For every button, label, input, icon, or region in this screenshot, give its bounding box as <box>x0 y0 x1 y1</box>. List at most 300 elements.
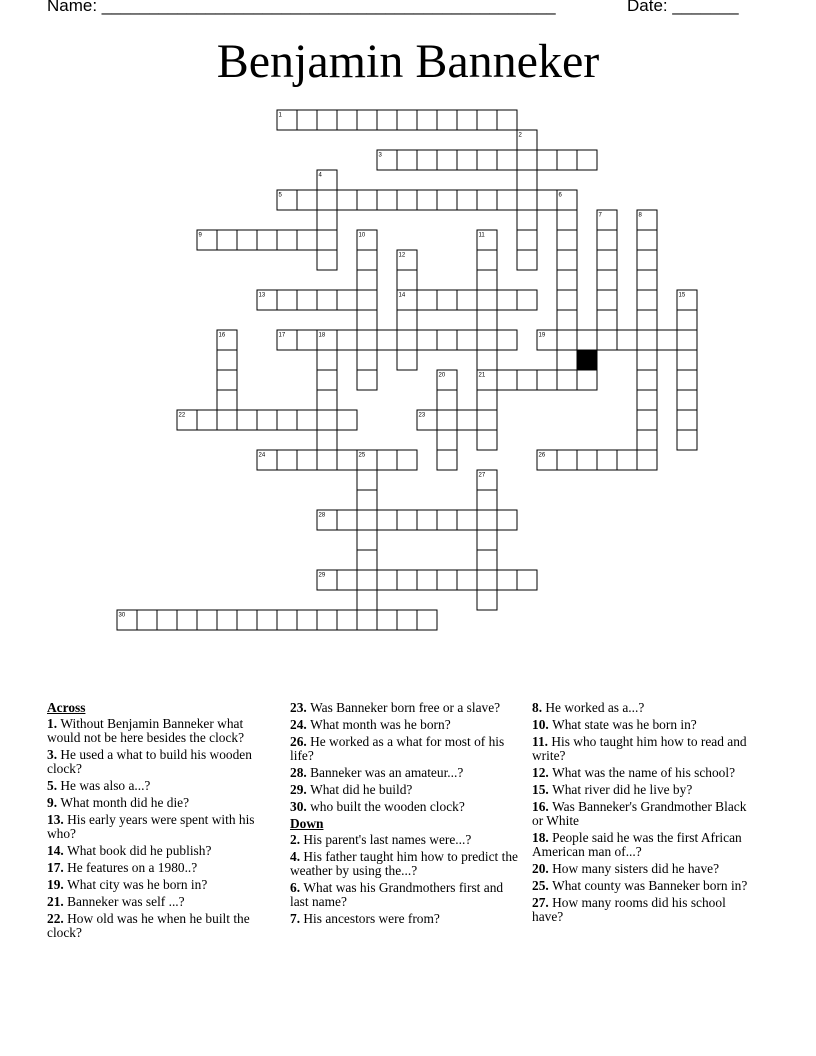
clue-item <box>47 861 275 875</box>
clue-text: Without Benjamin Banneker what would not be here besides the clock? <box>47 716 245 745</box>
grid-cell[interactable] <box>637 330 657 350</box>
grid-cell[interactable] <box>417 570 437 590</box>
grid-cell[interactable] <box>357 270 377 290</box>
grid-number: 21 <box>478 372 486 379</box>
grid-cell[interactable] <box>177 610 197 630</box>
grid-cell[interactable] <box>417 510 437 530</box>
grid-cell[interactable] <box>637 310 657 330</box>
grid-cell[interactable] <box>457 190 477 210</box>
grid-cell[interactable] <box>397 150 417 170</box>
grid-number: 28 <box>318 512 326 519</box>
grid-cell[interactable] <box>437 390 457 410</box>
grid-cell[interactable] <box>237 610 257 630</box>
clue-item <box>290 701 518 715</box>
clue-number: 11. <box>532 734 552 749</box>
grid-cell[interactable] <box>597 270 617 290</box>
grid-cell[interactable] <box>557 210 577 230</box>
grid-cell[interactable] <box>637 250 657 270</box>
clue-text: What did he build? <box>310 782 413 797</box>
grid-block <box>577 350 597 370</box>
grid-cell[interactable] <box>457 290 477 310</box>
grid-cell[interactable] <box>417 150 437 170</box>
grid-cell[interactable] <box>497 330 517 350</box>
grid-cell[interactable] <box>557 330 577 350</box>
grid-cell[interactable] <box>457 570 477 590</box>
grid-cell[interactable] <box>477 550 497 570</box>
grid-cell[interactable] <box>277 230 297 250</box>
grid-cell[interactable] <box>357 510 377 530</box>
grid-cell[interactable] <box>517 230 537 250</box>
grid-cell[interactable] <box>197 610 217 630</box>
grid-cell[interactable] <box>637 410 657 430</box>
grid-cell[interactable] <box>197 410 217 430</box>
grid-number: 23 <box>418 412 426 419</box>
clue-number: 30. <box>290 799 311 814</box>
grid-number: 4 <box>318 172 322 179</box>
grid-cell[interactable] <box>517 170 537 190</box>
grid-cell[interactable] <box>637 450 657 470</box>
clue-number: 16. <box>532 799 553 814</box>
grid-cell[interactable] <box>677 430 697 450</box>
grid-cell[interactable] <box>517 290 537 310</box>
clue-text: What month did he die? <box>60 795 190 810</box>
clue-number: 12. <box>532 765 553 780</box>
clue-item <box>290 912 518 926</box>
down-heading: Down <box>290 816 324 831</box>
grid-cell[interactable] <box>357 550 377 570</box>
grid-cell[interactable] <box>297 330 317 350</box>
clue-item <box>532 701 760 715</box>
grid-cell[interactable] <box>677 330 697 350</box>
grid-cell[interactable] <box>597 330 617 350</box>
clue-number: 3. <box>47 747 61 762</box>
grid-cell[interactable] <box>337 290 357 310</box>
grid-cell[interactable] <box>357 310 377 330</box>
grid-cell[interactable] <box>337 110 357 130</box>
grid-cell[interactable] <box>357 110 377 130</box>
grid-cell[interactable] <box>357 530 377 550</box>
date-field-label[interactable]: Date: _______ <box>627 0 739 15</box>
grid-cell[interactable] <box>397 310 417 330</box>
grid-cell[interactable] <box>557 350 577 370</box>
grid-cell[interactable] <box>677 350 697 370</box>
grid-cell[interactable] <box>317 230 337 250</box>
clue-item <box>47 912 275 940</box>
grid-cell[interactable] <box>637 350 657 370</box>
grid-cell[interactable] <box>377 510 397 530</box>
grid-cell[interactable] <box>377 190 397 210</box>
grid-cell[interactable] <box>337 190 357 210</box>
clue-number: 1. <box>47 716 61 731</box>
clue-text: He used a what to build his wooden clock? <box>47 747 252 776</box>
grid-cell[interactable] <box>137 610 157 630</box>
grid-cell[interactable] <box>477 390 497 410</box>
grid-cell[interactable] <box>377 570 397 590</box>
grid-cell[interactable] <box>397 450 417 470</box>
grid-cell[interactable] <box>617 330 637 350</box>
grid-cell[interactable] <box>317 610 337 630</box>
grid-number: 12 <box>398 252 406 259</box>
grid-cell[interactable] <box>217 370 237 390</box>
grid-cell[interactable] <box>497 150 517 170</box>
clue-item <box>290 766 518 780</box>
grid-cell[interactable] <box>397 570 417 590</box>
grid-cell[interactable] <box>337 570 357 590</box>
grid-cell[interactable] <box>377 450 397 470</box>
grid-cell[interactable] <box>397 350 417 370</box>
clue-number: 26. <box>290 734 311 749</box>
clue-text: He worked as a what for most of his life? <box>290 734 505 763</box>
grid-cell[interactable] <box>317 370 337 390</box>
clue-text: People said he was the first African American man of...? <box>532 830 742 859</box>
grid-cell[interactable] <box>477 490 497 510</box>
clue-item <box>47 878 275 892</box>
grid-cell[interactable] <box>597 450 617 470</box>
grid-number: 19 <box>538 332 546 339</box>
grid-cell[interactable] <box>357 290 377 310</box>
grid-cell[interactable] <box>257 610 277 630</box>
grid-cell[interactable] <box>397 270 417 290</box>
clue-text: His father taught him how to predict the weather by using the...? <box>290 849 518 878</box>
grid-cell[interactable] <box>257 410 277 430</box>
grid-cell[interactable] <box>637 270 657 290</box>
clue-number: 29. <box>290 782 311 797</box>
clue-item <box>47 813 275 841</box>
grid-cell[interactable] <box>497 110 517 130</box>
grid-cell[interactable] <box>617 450 637 470</box>
grid-cell[interactable] <box>557 150 577 170</box>
clue-number: 27. <box>532 895 553 910</box>
clue-text: What book did he publish? <box>67 843 212 858</box>
grid-cell[interactable] <box>277 450 297 470</box>
grid-cell[interactable] <box>317 390 337 410</box>
grid-cell[interactable] <box>437 430 457 450</box>
grid-cell[interactable] <box>357 490 377 510</box>
grid-cell[interactable] <box>357 590 377 610</box>
grid-cell[interactable] <box>397 190 417 210</box>
clue-item <box>532 766 760 780</box>
grid-cell[interactable] <box>677 390 697 410</box>
grid-cell[interactable] <box>297 190 317 210</box>
grid-cell[interactable] <box>597 230 617 250</box>
grid-cell[interactable] <box>477 590 497 610</box>
clue-number: 14. <box>47 843 68 858</box>
clue-number: 28. <box>290 765 311 780</box>
clue-item <box>47 779 275 793</box>
grid-cell[interactable] <box>357 350 377 370</box>
grid-cell[interactable] <box>457 410 477 430</box>
clue-item <box>532 783 760 797</box>
clue-item <box>532 800 760 828</box>
grid-cell[interactable] <box>557 370 577 390</box>
clue-number: 19. <box>47 877 68 892</box>
clue-item <box>532 831 760 859</box>
grid-cell[interactable] <box>517 210 537 230</box>
grid-cell[interactable] <box>577 150 597 170</box>
clue-number: 18. <box>532 830 553 845</box>
grid-cell[interactable] <box>417 290 437 310</box>
grid-cell[interactable] <box>537 190 557 210</box>
clue-number: 24. <box>290 717 311 732</box>
grid-cell[interactable] <box>477 570 497 590</box>
grid-cell[interactable] <box>577 370 597 390</box>
grid-cell[interactable] <box>377 330 397 350</box>
grid-cell[interactable] <box>217 230 237 250</box>
grid-cell[interactable] <box>397 510 417 530</box>
clue-number: 6. <box>290 880 304 895</box>
clue-text: Was Banneker born free or a slave? <box>310 700 501 715</box>
grid-number: 26 <box>538 452 546 459</box>
clue-number: 21. <box>47 894 68 909</box>
clue-item <box>532 862 760 876</box>
grid-cell[interactable] <box>357 610 377 630</box>
grid-cell[interactable] <box>297 610 317 630</box>
grid-cell[interactable] <box>437 510 457 530</box>
clue-number: 9. <box>47 795 61 810</box>
grid-number: 8 <box>638 212 642 219</box>
grid-cell[interactable] <box>277 610 297 630</box>
clue-item <box>290 718 518 732</box>
grid-cell[interactable] <box>317 350 337 370</box>
grid-cell[interactable] <box>477 330 497 350</box>
clue-text: His who taught him how to read and write? <box>532 734 747 763</box>
grid-cell[interactable] <box>417 110 437 130</box>
grid-cell[interactable] <box>637 230 657 250</box>
grid-cell[interactable] <box>437 110 457 130</box>
grid-cell[interactable] <box>637 430 657 450</box>
grid-number: 29 <box>318 572 326 579</box>
grid-cell[interactable] <box>357 250 377 270</box>
clue-item <box>290 735 518 763</box>
grid-cell[interactable] <box>477 430 497 450</box>
grid-cell[interactable] <box>437 410 457 430</box>
grid-number: 2 <box>518 132 522 139</box>
grid-cell[interactable] <box>517 370 537 390</box>
grid-cell[interactable] <box>417 330 437 350</box>
grid-cell[interactable] <box>217 350 237 370</box>
grid-cell[interactable] <box>677 370 697 390</box>
grid-cell[interactable] <box>477 510 497 530</box>
grid-cell[interactable] <box>577 330 597 350</box>
clue-text: What was the name of his school? <box>552 765 736 780</box>
grid-cell[interactable] <box>437 150 457 170</box>
grid-cell[interactable] <box>517 150 537 170</box>
grid-cell[interactable] <box>297 110 317 130</box>
grid-number: 24 <box>258 452 266 459</box>
grid-number: 25 <box>358 452 366 459</box>
grid-cell[interactable] <box>437 190 457 210</box>
grid-cell[interactable] <box>297 450 317 470</box>
clue-text: What state was he born in? <box>552 717 697 732</box>
grid-cell[interactable] <box>397 610 417 630</box>
clue-item <box>47 796 275 810</box>
grid-cell[interactable] <box>477 530 497 550</box>
grid-cell[interactable] <box>477 350 497 370</box>
name-field-label[interactable]: Name: ________________________________________________ <box>47 0 556 15</box>
clue-text: His parent's last names were...? <box>303 832 472 847</box>
grid-cell[interactable] <box>317 450 337 470</box>
grid-cell[interactable] <box>337 410 357 430</box>
grid-cell[interactable] <box>517 570 537 590</box>
grid-cell[interactable] <box>317 290 337 310</box>
clue-item <box>532 735 760 763</box>
clue-item <box>290 783 518 797</box>
clue-text: He features on a 1980..? <box>67 860 198 875</box>
grid-cell[interactable] <box>377 610 397 630</box>
grid-cell[interactable] <box>677 410 697 430</box>
clue-text: What was his Grandmothers first and last name? <box>290 880 504 909</box>
grid-cell[interactable] <box>497 570 517 590</box>
grid-cell[interactable] <box>317 250 337 270</box>
grid-cell[interactable] <box>557 230 577 250</box>
grid-cell[interactable] <box>557 250 577 270</box>
grid-cell[interactable] <box>477 410 497 430</box>
grid-cell[interactable] <box>497 370 517 390</box>
grid-cell[interactable] <box>477 310 497 330</box>
grid-number: 10 <box>358 232 366 239</box>
grid-cell[interactable] <box>437 450 457 470</box>
grid-number: 9 <box>198 232 202 239</box>
grid-number: 14 <box>398 292 406 299</box>
grid-cell[interactable] <box>417 610 437 630</box>
grid-cell[interactable] <box>557 310 577 330</box>
page-title: Benjamin Banneker <box>216 35 600 88</box>
clue-item <box>290 800 518 814</box>
grid-cell[interactable] <box>477 150 497 170</box>
grid-cell[interactable] <box>357 470 377 490</box>
grid-cell[interactable] <box>597 250 617 270</box>
grid-number: 11 <box>478 232 485 239</box>
clue-number: 20. <box>532 861 553 876</box>
grid-cell[interactable] <box>477 110 497 130</box>
grid-cell[interactable] <box>357 570 377 590</box>
grid-cell[interactable] <box>357 190 377 210</box>
grid-number: 13 <box>258 292 266 299</box>
grid-cell[interactable] <box>437 290 457 310</box>
grid-cell[interactable] <box>457 510 477 530</box>
grid-number: 1 <box>278 112 282 119</box>
grid-cell[interactable] <box>597 290 617 310</box>
clue-item <box>47 844 275 858</box>
grid-cell[interactable] <box>497 510 517 530</box>
grid-cell[interactable] <box>297 230 317 250</box>
clue-number: 22. <box>47 911 68 926</box>
grid-cell[interactable] <box>537 370 557 390</box>
grid-cell[interactable] <box>297 290 317 310</box>
grid-cell[interactable] <box>457 150 477 170</box>
grid-cell[interactable] <box>557 450 577 470</box>
grid-cell[interactable] <box>217 410 237 430</box>
clue-item <box>47 748 275 776</box>
grid-number: 18 <box>318 332 326 339</box>
clue-text: What month was he born? <box>310 717 451 732</box>
grid-cell[interactable] <box>317 110 337 130</box>
grid-cell[interactable] <box>457 330 477 350</box>
grid-cell[interactable] <box>497 190 517 210</box>
grid-cell[interactable] <box>277 410 297 430</box>
grid-cell[interactable] <box>157 610 177 630</box>
grid-cell[interactable] <box>337 450 357 470</box>
clue-item <box>532 879 760 893</box>
grid-cell[interactable] <box>317 430 337 450</box>
clue-number: 23. <box>290 700 311 715</box>
grid-cell[interactable] <box>457 110 477 130</box>
grid-number: 20 <box>438 372 446 379</box>
clue-text: He worked as a...? <box>545 700 645 715</box>
grid-cell[interactable] <box>337 510 357 530</box>
grid-cell[interactable] <box>517 250 537 270</box>
grid-number: 30 <box>118 612 126 619</box>
grid-cell[interactable] <box>497 290 517 310</box>
grid-number: 6 <box>558 192 562 199</box>
grid-cell[interactable] <box>577 450 597 470</box>
grid-cell[interactable] <box>637 290 657 310</box>
grid-cell[interactable] <box>277 290 297 310</box>
clue-number: 2. <box>290 832 304 847</box>
grid-cell[interactable] <box>297 410 317 430</box>
grid-cell[interactable] <box>537 150 557 170</box>
grid-number: 27 <box>478 472 486 479</box>
clue-item <box>532 896 760 924</box>
grid-cell[interactable] <box>357 370 377 390</box>
grid-cell[interactable] <box>317 210 337 230</box>
grid-cell[interactable] <box>477 190 497 210</box>
grid-cell[interactable] <box>637 390 657 410</box>
grid-cell[interactable] <box>477 250 497 270</box>
clue-text: Was Banneker's Grandmother Black or White <box>532 799 747 828</box>
grid-cell[interactable] <box>397 110 417 130</box>
clue-item <box>47 895 275 909</box>
grid-cell[interactable] <box>597 310 617 330</box>
grid-cell[interactable] <box>317 190 337 210</box>
grid-cell[interactable] <box>557 290 577 310</box>
grid-cell[interactable] <box>377 110 397 130</box>
grid-cell[interactable] <box>317 410 337 430</box>
grid-number: 15 <box>678 292 686 299</box>
grid-cell[interactable] <box>257 230 277 250</box>
grid-cell[interactable] <box>677 310 697 330</box>
grid-cell[interactable] <box>397 330 417 350</box>
grid-cell[interactable] <box>557 270 577 290</box>
grid-number: 16 <box>218 332 226 339</box>
grid-cell[interactable] <box>357 330 377 350</box>
clue-text: His early years were spent with his who? <box>47 812 255 841</box>
clue-text: What river did he live by? <box>552 782 693 797</box>
clue-column-1 <box>47 701 275 943</box>
across-heading: Across <box>47 700 86 715</box>
grid-cell[interactable] <box>477 290 497 310</box>
grid-cell[interactable] <box>657 330 677 350</box>
grid-cell[interactable] <box>437 330 457 350</box>
grid-cell[interactable] <box>217 390 237 410</box>
grid-number: 5 <box>278 192 282 199</box>
grid-cell[interactable] <box>637 370 657 390</box>
grid-number: 17 <box>278 332 286 339</box>
grid-cell[interactable] <box>217 610 237 630</box>
clue-text: He was also a...? <box>60 778 151 793</box>
clue-number: 17. <box>47 860 68 875</box>
grid-cell[interactable] <box>337 330 357 350</box>
grid-cell[interactable] <box>337 610 357 630</box>
grid-cell[interactable] <box>237 230 257 250</box>
clue-number: 8. <box>532 700 546 715</box>
clue-text: who built the wooden clock? <box>310 799 465 814</box>
grid-cell[interactable] <box>437 570 457 590</box>
grid-cell[interactable] <box>237 410 257 430</box>
grid-cell[interactable] <box>417 190 437 210</box>
grid-cell[interactable] <box>517 190 537 210</box>
grid-cell[interactable] <box>477 270 497 290</box>
